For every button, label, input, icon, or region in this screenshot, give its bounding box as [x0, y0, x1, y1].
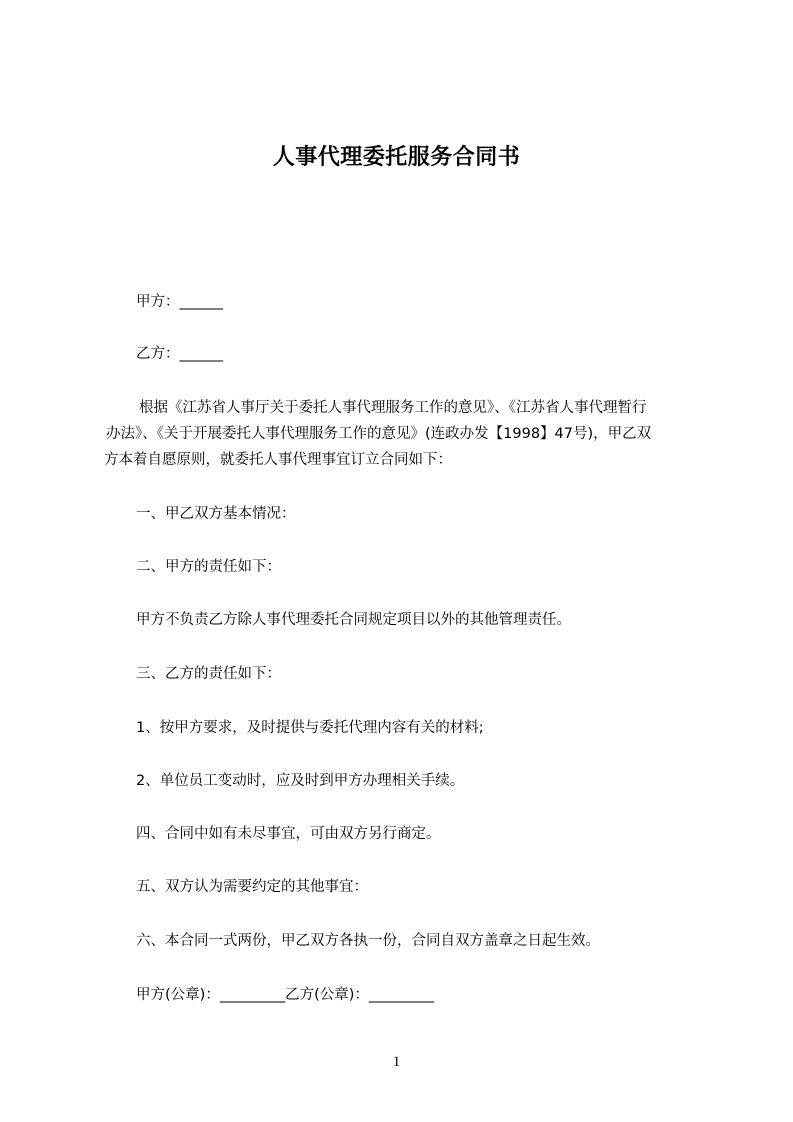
- clause-4-text: 四、合同中如有未尽事宜，可由双方另行商定。: [136, 826, 441, 842]
- page-number: 1: [392, 1054, 401, 1070]
- clause-3-heading: 三、乙方的责任如下：: [136, 666, 281, 682]
- preamble-line-1: 根据《江苏省人事厅关于委托人事代理服务工作的意见》、《江苏省人事代理暂行: [139, 400, 647, 416]
- party-a-line: 甲方：______: [136, 294, 223, 310]
- preamble-line-2: 办法》、《关于开展委托人事代理服务工作的意见》(连政办发【1998】47号)，甲乙双: [106, 426, 652, 442]
- preamble-line-3: 方本着自愿原则，就委托人事代理事宜订立合同如下：: [104, 452, 452, 468]
- clause-3-item-1: 1、按甲方要求，及时提供与委托代理内容有关的材料;: [136, 720, 484, 736]
- signature-line: 甲方(公章)：_________乙方(公章)：_________: [136, 987, 435, 1003]
- clause-2-heading: 二、甲方的责任如下：: [136, 559, 281, 575]
- clause-6-text: 六、本合同一式两份，甲乙双方各执一份，合同自双方盖章之日起生效。: [136, 933, 600, 949]
- party-b-line: 乙方：______: [136, 346, 223, 362]
- clause-1-heading: 一、甲乙双方基本情况：: [136, 506, 296, 522]
- clause-2-text: 甲方不负责乙方除人事代理委托合同规定项目以外的其他管理责任。: [136, 612, 571, 628]
- clause-3-item-2: 2、单位员工变动时，应及时到甲方办理相关手续。: [136, 773, 465, 789]
- clause-5-heading: 五、双方认为需要约定的其他事宜：: [136, 879, 368, 895]
- document-title: 人事代理委托服务合同书: [272, 145, 521, 170]
